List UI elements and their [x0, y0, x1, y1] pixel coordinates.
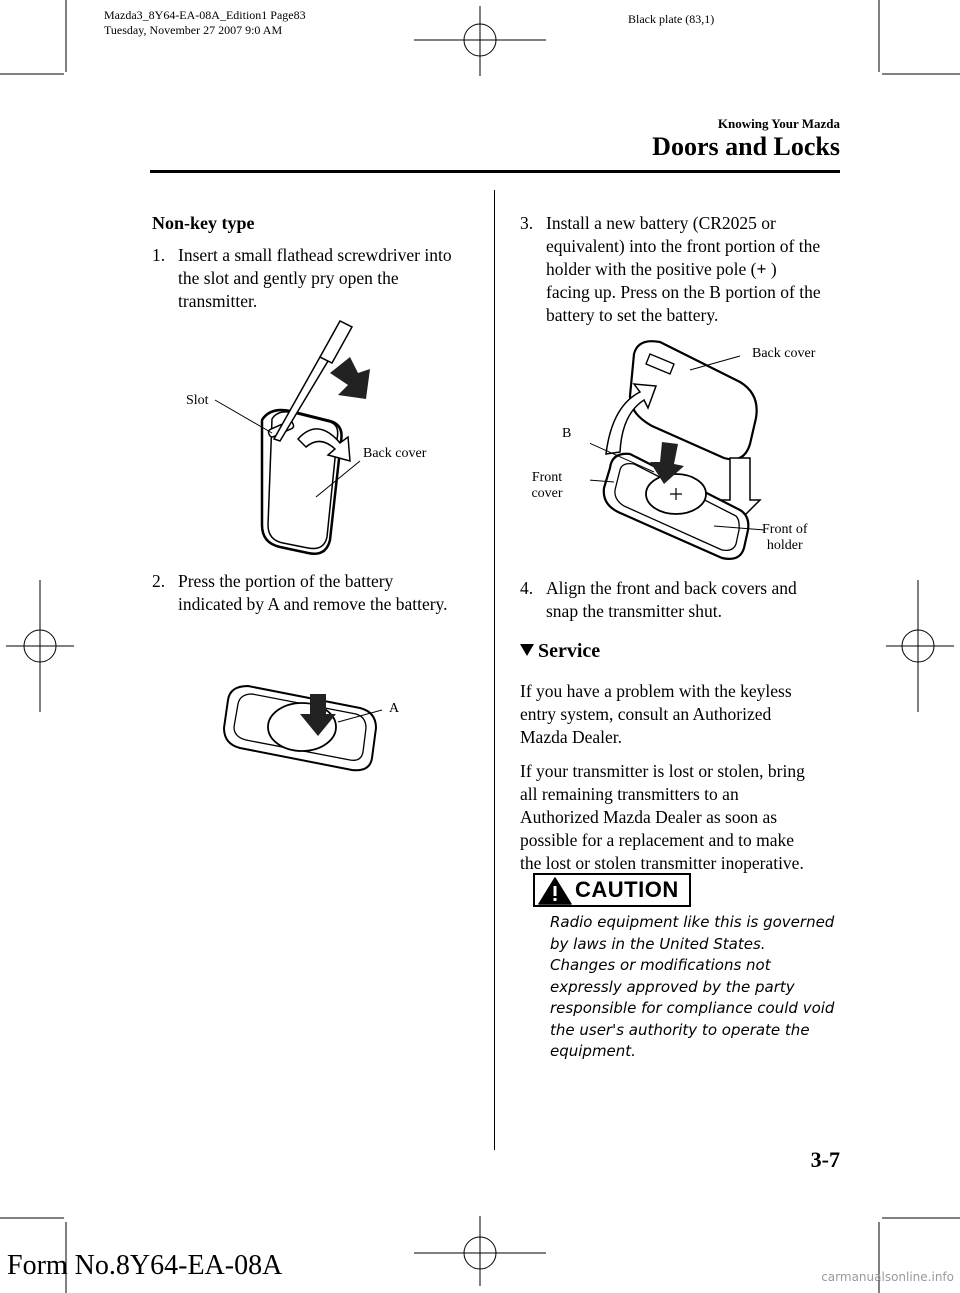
- step-4-line: Align the front and back covers and: [546, 578, 797, 598]
- step-2-line: Press the portion of the battery: [178, 571, 394, 591]
- step-3-line: Install a new battery (CR2025 or: [546, 213, 776, 233]
- caution-line: the user's authority to operate the: [550, 1020, 810, 1039]
- service-paragraph-2: [520, 760, 860, 875]
- caution-line: Radio equipment like this is governed: [550, 913, 835, 931]
- service-line: entry system, consult an Authorized: [520, 704, 772, 724]
- figure-remove-battery: [210, 672, 400, 782]
- watermark: carmanualsonline.info: [821, 1270, 954, 1284]
- label-holder: holder: [766, 538, 803, 553]
- caution-line: expressly approved by the party: [550, 977, 795, 996]
- caution-text: [550, 912, 850, 1063]
- service-line: Mazda Dealer.: [520, 727, 623, 747]
- section-label: Knowing Your Mazda: [717, 116, 840, 131]
- print-slug-line1: Mazda3_8Y64-EA-08A_Edition1 Page83: [104, 8, 306, 22]
- step-3-line: facing up. Press on the B portion of the: [546, 282, 821, 302]
- print-slug-line2: Tuesday, November 27 2007 9:0 AM: [104, 23, 283, 37]
- step-1-line: the slot and gently pry open the: [178, 268, 399, 288]
- label-slot: Slot: [186, 393, 209, 408]
- step-2: [152, 570, 472, 616]
- step-4: [520, 577, 850, 623]
- arrow-down-icon: [330, 357, 370, 399]
- caution-line: by laws in the United States.: [550, 934, 766, 953]
- step-1: [152, 244, 472, 313]
- service-line: all remaining transmitters to an: [520, 784, 739, 804]
- caution-line: responsible for compliance could void: [550, 999, 835, 1017]
- label-cover: cover: [531, 486, 563, 501]
- label-back-cover-2: Back cover: [752, 346, 816, 361]
- service-line: the lost or stolen transmitter inoperative.: [520, 853, 804, 873]
- warning-triangle-icon: [537, 876, 573, 906]
- service-line: possible for a replacement and to make: [520, 830, 795, 850]
- step-2-line: indicated by A and remove the battery.: [178, 594, 448, 614]
- black-plate-label: Black plate (83,1): [628, 12, 715, 26]
- page-number: 3-7: [810, 1147, 840, 1172]
- label-a: A: [389, 701, 400, 716]
- caution-label: CAUTION: [575, 877, 679, 902]
- header-rule: [150, 170, 840, 173]
- step-3-line: equivalent) into the front portion of the: [546, 236, 821, 256]
- subheading-non-key-type: Non-key type: [152, 213, 255, 233]
- triangle-down-icon: [520, 644, 534, 656]
- service-title: Service: [538, 640, 601, 662]
- figure-install-battery: [590, 334, 780, 574]
- plus-icon: +: [756, 259, 767, 279]
- label-front-cover: [526, 470, 568, 502]
- step-1-line: Insert a small flathead screwdriver into: [178, 245, 452, 265]
- service-line: If you have a problem with the keyless: [520, 681, 792, 701]
- caution-line: Changes or modifications not: [550, 956, 771, 974]
- column-divider: [494, 190, 495, 1150]
- figure-pry-open-transmitter: [180, 315, 450, 560]
- caution-line: equipment.: [550, 1042, 636, 1060]
- label-front: Front: [531, 470, 563, 485]
- step-3-line: [546, 258, 850, 281]
- step-1-number: 1.: [152, 245, 166, 265]
- form-number: Form No.8Y64-EA-08A: [7, 1250, 283, 1281]
- label-back-cover-1: Back cover: [363, 446, 427, 461]
- step-4-number: 4.: [520, 578, 534, 598]
- step-3-number: 3.: [520, 213, 534, 233]
- step-3-line: battery to set the battery.: [546, 305, 719, 325]
- step-1-line: transmitter.: [178, 291, 258, 311]
- step-3-close-paren: ): [770, 259, 777, 279]
- step-3-line-text: holder with the positive pole (: [546, 259, 757, 279]
- service-paragraph-1: [520, 680, 850, 749]
- step-2-number: 2.: [152, 571, 166, 591]
- service-line: Authorized Mazda Dealer as soon as: [520, 807, 778, 827]
- service-heading: [520, 640, 600, 663]
- print-slug: [104, 8, 306, 38]
- label-front-of: Front of: [762, 522, 808, 537]
- label-b: B: [562, 426, 572, 441]
- label-front-of-holder: [762, 522, 808, 554]
- caution-badge: [533, 873, 691, 907]
- step-4-line: snap the transmitter shut.: [546, 601, 722, 621]
- section-title: Doors and Locks: [652, 132, 840, 161]
- step-3: [520, 212, 850, 327]
- service-line: If your transmitter is lost or stolen, bring: [520, 761, 805, 781]
